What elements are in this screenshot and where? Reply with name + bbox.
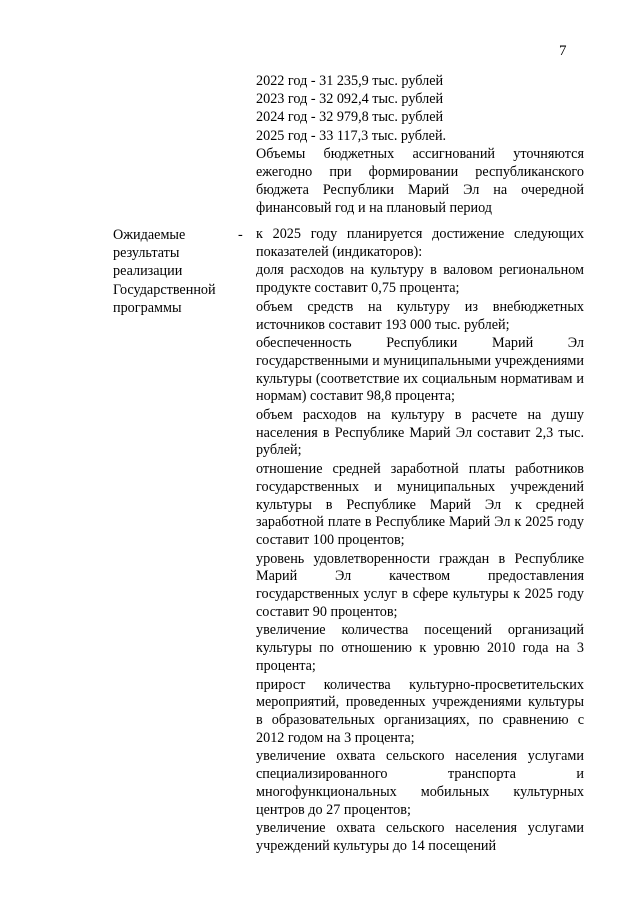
results-label-line: программы bbox=[113, 299, 182, 316]
result-item: увеличение охвата сельского населения услугами специализированного транспорта и многофункциональных мобильных культурных центров до 27 процентов; bbox=[256, 748, 584, 818]
results-label-line: реализации bbox=[113, 263, 183, 280]
result-item: отношение средней заработной платы работников государственных и муниципальных учреждений культуры в Республике Марий Эл к средней заработной плате в Республике Марий Эл к 2025 году составит 100 процентов; bbox=[256, 461, 584, 548]
result-item: увеличение количества посещений организаций культуры по отношению к уровню 2010 года на 3 процента; bbox=[256, 622, 584, 674]
result-item: доля расходов на культуру в валовом региональном продукте составит 0,75 процента; bbox=[256, 262, 584, 297]
budget-block bbox=[256, 72, 584, 218]
budget-year-2022: 2022 год - 31 235,9 тыс. рублей bbox=[256, 73, 444, 89]
page-number: 7 bbox=[559, 43, 567, 59]
result-item: уровень удовлетворенности граждан в Республике Марий Эл качеством предоставления государственных услуг в сфере культуры к 2025 году составит 90 процентов; bbox=[256, 550, 584, 620]
results-label-line: Государственной bbox=[113, 281, 216, 298]
budget-year-2024: 2024 год - 32 979,8 тыс. рублей bbox=[256, 109, 444, 126]
results-label-line: Ожидаемые bbox=[113, 227, 186, 243]
result-item: обеспеченность Республики Марий Эл государственными и муниципальными учреждениями культуры (соответствие их социальным нормативам и нормам) составит 98,8 процента; bbox=[256, 335, 584, 405]
result-item: объем средств на культуру из внебюджетных источников составит 193 000 тыс. рублей; bbox=[256, 298, 584, 333]
results-dash: - bbox=[238, 227, 243, 243]
budget-note: Объемы бюджетных ассигнований уточняются ежегодно при формировании республиканского бюджета Республики Марий Эл на очередной финансовый год и на плановый период bbox=[256, 145, 584, 217]
budget-year-2023: 2023 год - 32 092,4 тыс. рублей bbox=[256, 91, 444, 108]
results-label bbox=[113, 226, 238, 317]
budget-year-2025: 2025 год - 33 117,3 тыс. рублей. bbox=[256, 127, 447, 144]
result-item: увеличение охвата сельского населения услугами учреждений культуры до 14 посещений bbox=[256, 820, 584, 854]
result-item: прирост количества культурно-просветительских мероприятий, проведенных учреждениями культуры в образовательных организациях, по сравнению с 2012 годом на 3 процента; bbox=[256, 676, 584, 746]
results-label-line: результаты bbox=[113, 245, 180, 262]
result-item: к 2025 году планируется достижение следующих показателей (индикаторов): bbox=[256, 226, 584, 260]
results-list bbox=[256, 226, 584, 857]
result-item: объем расходов на культуру в расчете на душу населения в Республике Марий Эл составит 2,3 тыс. рублей; bbox=[256, 407, 584, 459]
